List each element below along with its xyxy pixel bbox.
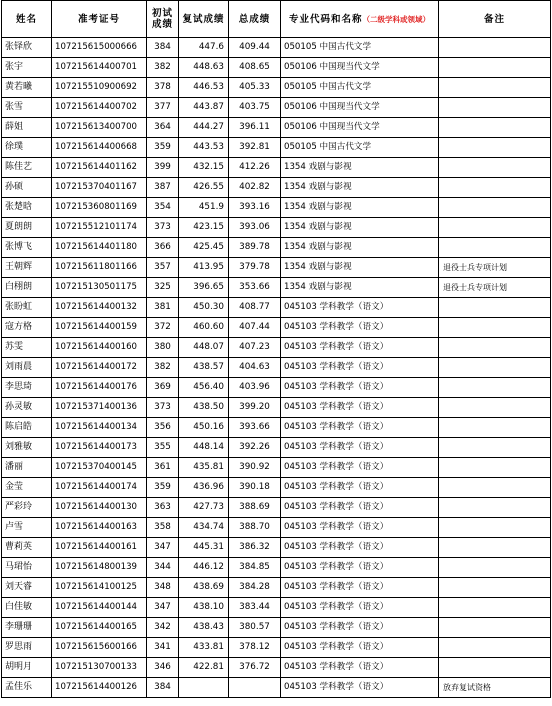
cell-initial-score: 357	[147, 258, 179, 278]
cell-retest-score	[179, 678, 229, 698]
cell-name: 苏雯	[2, 338, 52, 358]
cell-name: 李思琦	[2, 378, 52, 398]
cell-major: 045103 学科教学（语文）	[281, 678, 439, 698]
cell-remark	[439, 318, 551, 338]
cell-total-score: 390.18	[229, 478, 281, 498]
cell-remark	[439, 598, 551, 618]
cell-remark	[439, 478, 551, 498]
cell-retest-score: 438.50	[179, 398, 229, 418]
cell-initial-score: 366	[147, 238, 179, 258]
cell-retest-score: 438.69	[179, 578, 229, 598]
cell-exam-id: 107215614400701	[52, 58, 147, 78]
cell-remark	[439, 578, 551, 598]
cell-initial-score: 377	[147, 98, 179, 118]
cell-initial-score: 384	[147, 678, 179, 698]
admission-score-table	[1, 0, 551, 698]
cell-major: 050105 中国古代文学	[281, 38, 439, 58]
cell-total-score: 409.44	[229, 38, 281, 58]
table-row	[2, 298, 551, 318]
cell-exam-id: 107215614400668	[52, 138, 147, 158]
cell-retest-score: 446.53	[179, 78, 229, 98]
cell-total-score: 389.78	[229, 238, 281, 258]
header-initial-score: 初试成绩	[147, 1, 179, 38]
table-row	[2, 38, 551, 58]
cell-name: 严彩玲	[2, 498, 52, 518]
cell-retest-score: 423.15	[179, 218, 229, 238]
cell-major: 045103 学科教学（语文）	[281, 418, 439, 438]
cell-initial-score: 347	[147, 538, 179, 558]
cell-name: 陈佳艺	[2, 158, 52, 178]
cell-exam-id: 107215130501175	[52, 278, 147, 298]
table-row	[2, 418, 551, 438]
cell-total-score: 403.96	[229, 378, 281, 398]
cell-remark	[439, 358, 551, 378]
table-row	[2, 438, 551, 458]
cell-total-score: 388.70	[229, 518, 281, 538]
cell-exam-id: 107215370401167	[52, 178, 147, 198]
cell-initial-score: 363	[147, 498, 179, 518]
table-row	[2, 378, 551, 398]
cell-retest-score: 438.10	[179, 598, 229, 618]
cell-exam-id: 107215611801166	[52, 258, 147, 278]
cell-remark	[439, 98, 551, 118]
cell-name: 李珊珊	[2, 618, 52, 638]
cell-remark	[439, 638, 551, 658]
cell-name: 曹莉英	[2, 538, 52, 558]
cell-total-score: 353.66	[229, 278, 281, 298]
cell-name: 夏朗朗	[2, 218, 52, 238]
cell-name: 孙灵敏	[2, 398, 52, 418]
cell-name: 刘雅敏	[2, 438, 52, 458]
header-retest-score: 复试成绩	[179, 1, 229, 38]
cell-remark	[439, 538, 551, 558]
cell-retest-score: 438.57	[179, 358, 229, 378]
cell-retest-score: 432.15	[179, 158, 229, 178]
cell-major: 045103 学科教学（语文）	[281, 518, 439, 538]
header-name: 姓名	[2, 1, 52, 38]
table-row	[2, 238, 551, 258]
cell-major: 045103 学科教学（语文）	[281, 638, 439, 658]
cell-exam-id: 107215614400132	[52, 298, 147, 318]
cell-major: 045103 学科教学（语文）	[281, 438, 439, 458]
cell-exam-id: 107215615000666	[52, 38, 147, 58]
cell-remark	[439, 58, 551, 78]
cell-remark	[439, 418, 551, 438]
cell-remark	[439, 118, 551, 138]
table-row	[2, 358, 551, 378]
cell-retest-score: 444.27	[179, 118, 229, 138]
cell-retest-score: 425.45	[179, 238, 229, 258]
cell-retest-score: 447.6	[179, 38, 229, 58]
cell-remark	[439, 498, 551, 518]
cell-total-score: 392.26	[229, 438, 281, 458]
cell-exam-id: 107215614800139	[52, 558, 147, 578]
cell-initial-score: 369	[147, 378, 179, 398]
cell-major: 045103 学科教学（语文）	[281, 598, 439, 618]
cell-name: 刘雨晨	[2, 358, 52, 378]
cell-total-score: 408.77	[229, 298, 281, 318]
table-row	[2, 518, 551, 538]
cell-remark: 退役士兵专项计划	[439, 258, 551, 278]
cell-name: 张楚晗	[2, 198, 52, 218]
cell-exam-id: 107215614401180	[52, 238, 147, 258]
cell-major: 045103 学科教学（语文）	[281, 398, 439, 418]
cell-total-score	[229, 678, 281, 698]
cell-major: 045103 学科教学（语文）	[281, 558, 439, 578]
cell-exam-id: 107215613400700	[52, 118, 147, 138]
table-row	[2, 538, 551, 558]
cell-remark	[439, 338, 551, 358]
cell-major: 050106 中国现当代文学	[281, 98, 439, 118]
cell-remark	[439, 198, 551, 218]
cell-initial-score: 372	[147, 318, 179, 338]
cell-exam-id: 107215512101174	[52, 218, 147, 238]
table-row	[2, 558, 551, 578]
cell-name: 孟佳乐	[2, 678, 52, 698]
cell-exam-id: 107215614400134	[52, 418, 147, 438]
cell-name: 陈启皓	[2, 418, 52, 438]
table-row	[2, 258, 551, 278]
cell-initial-score: 355	[147, 438, 179, 458]
table-row	[2, 78, 551, 98]
table-row	[2, 638, 551, 658]
cell-name: 徐璞	[2, 138, 52, 158]
cell-exam-id: 107215614400165	[52, 618, 147, 638]
cell-total-score: 405.33	[229, 78, 281, 98]
cell-name: 张铎欣	[2, 38, 52, 58]
cell-retest-score: 446.12	[179, 558, 229, 578]
cell-retest-score: 413.95	[179, 258, 229, 278]
table-row	[2, 178, 551, 198]
header-exam-id: 准考证号	[52, 1, 147, 38]
cell-exam-id: 107215614400174	[52, 478, 147, 498]
cell-retest-score: 448.63	[179, 58, 229, 78]
cell-name: 胡明月	[2, 658, 52, 678]
cell-exam-id: 107215614401162	[52, 158, 147, 178]
cell-retest-score: 433.81	[179, 638, 229, 658]
table-row	[2, 578, 551, 598]
cell-major: 045103 学科教学（语文）	[281, 378, 439, 398]
table-row	[2, 98, 551, 118]
cell-total-score: 412.26	[229, 158, 281, 178]
table-row	[2, 458, 551, 478]
cell-remark	[439, 518, 551, 538]
cell-retest-score: 396.65	[179, 278, 229, 298]
table-row	[2, 598, 551, 618]
cell-remark	[439, 618, 551, 638]
cell-major: 050105 中国古代文学	[281, 78, 439, 98]
table-row	[2, 158, 551, 178]
cell-major: 045103 学科教学（语文）	[281, 338, 439, 358]
cell-major: 1354 戏剧与影视	[281, 258, 439, 278]
cell-major: 045103 学科教学（语文）	[281, 458, 439, 478]
cell-major: 050106 中国现当代文学	[281, 118, 439, 138]
cell-total-score: 383.44	[229, 598, 281, 618]
header-major-label: 专业代码和名称	[288, 13, 363, 25]
cell-name: 张雪	[2, 98, 52, 118]
cell-initial-score: 361	[147, 458, 179, 478]
cell-remark	[439, 238, 551, 258]
cell-initial-score: 358	[147, 518, 179, 538]
cell-name: 孙硕	[2, 178, 52, 198]
cell-name: 马珺怡	[2, 558, 52, 578]
cell-remark: 退役士兵专项计划	[439, 278, 551, 298]
cell-major: 045103 学科教学（语文）	[281, 498, 439, 518]
table-row	[2, 658, 551, 678]
cell-total-score: 407.23	[229, 338, 281, 358]
cell-total-score: 376.72	[229, 658, 281, 678]
header-row	[2, 1, 551, 38]
cell-total-score: 380.57	[229, 618, 281, 638]
cell-name: 薛姐	[2, 118, 52, 138]
cell-major: 045103 学科教学（语文）	[281, 478, 439, 498]
cell-initial-score: 373	[147, 218, 179, 238]
cell-remark	[439, 78, 551, 98]
cell-total-score: 404.63	[229, 358, 281, 378]
cell-initial-score: 356	[147, 418, 179, 438]
cell-total-score: 396.11	[229, 118, 281, 138]
cell-remark	[439, 218, 551, 238]
cell-initial-score: 364	[147, 118, 179, 138]
cell-remark	[439, 178, 551, 198]
table-row	[2, 498, 551, 518]
cell-retest-score: 450.30	[179, 298, 229, 318]
cell-name: 张盼虹	[2, 298, 52, 318]
cell-total-score: 393.16	[229, 198, 281, 218]
cell-remark	[439, 398, 551, 418]
cell-major: 045103 学科教学（语文）	[281, 658, 439, 678]
cell-retest-score: 445.31	[179, 538, 229, 558]
header-remark: 备注	[439, 1, 551, 38]
table-row	[2, 678, 551, 698]
cell-name: 卢雪	[2, 518, 52, 538]
cell-total-score: 393.06	[229, 218, 281, 238]
cell-initial-score: 342	[147, 618, 179, 638]
cell-initial-score: 380	[147, 338, 179, 358]
cell-remark	[439, 38, 551, 58]
cell-exam-id: 107215371400136	[52, 398, 147, 418]
cell-retest-score: 451.9	[179, 198, 229, 218]
cell-exam-id: 107215614400172	[52, 358, 147, 378]
cell-major: 1354 戏剧与影视	[281, 198, 439, 218]
cell-total-score: 384.28	[229, 578, 281, 598]
cell-exam-id: 107215614400130	[52, 498, 147, 518]
table-row	[2, 338, 551, 358]
cell-exam-id: 107215614400702	[52, 98, 147, 118]
cell-remark	[439, 658, 551, 678]
cell-retest-score: 450.16	[179, 418, 229, 438]
cell-remark	[439, 298, 551, 318]
header-total-score: 总成绩	[229, 1, 281, 38]
cell-retest-score: 443.53	[179, 138, 229, 158]
table-row	[2, 278, 551, 298]
cell-total-score: 388.69	[229, 498, 281, 518]
cell-name: 刘天睿	[2, 578, 52, 598]
table-row	[2, 398, 551, 418]
cell-retest-score: 456.40	[179, 378, 229, 398]
cell-exam-id: 107215614100125	[52, 578, 147, 598]
cell-major: 1354 戏剧与影视	[281, 278, 439, 298]
cell-initial-score: 387	[147, 178, 179, 198]
cell-initial-score: 359	[147, 138, 179, 158]
cell-major: 050105 中国古代文学	[281, 138, 439, 158]
cell-retest-score: 448.14	[179, 438, 229, 458]
cell-major: 1354 戏剧与影视	[281, 238, 439, 258]
cell-exam-id: 107215614400160	[52, 338, 147, 358]
cell-major: 1354 戏剧与影视	[281, 158, 439, 178]
cell-retest-score: 443.87	[179, 98, 229, 118]
cell-remark: 放弃复试资格	[439, 678, 551, 698]
cell-total-score: 408.65	[229, 58, 281, 78]
cell-exam-id: 107215130700133	[52, 658, 147, 678]
cell-remark	[439, 158, 551, 178]
cell-total-score: 399.20	[229, 398, 281, 418]
cell-total-score: 403.75	[229, 98, 281, 118]
cell-name: 寇方格	[2, 318, 52, 338]
cell-exam-id: 107215614400173	[52, 438, 147, 458]
cell-name: 白佳敏	[2, 598, 52, 618]
cell-initial-score: 325	[147, 278, 179, 298]
cell-retest-score: 434.74	[179, 518, 229, 538]
cell-total-score: 379.78	[229, 258, 281, 278]
cell-name: 黄若曦	[2, 78, 52, 98]
cell-major: 045103 学科教学（语文）	[281, 578, 439, 598]
cell-total-score: 384.85	[229, 558, 281, 578]
cell-total-score: 386.32	[229, 538, 281, 558]
table-row	[2, 58, 551, 78]
table-body	[2, 38, 551, 698]
cell-remark	[439, 458, 551, 478]
cell-remark	[439, 378, 551, 398]
cell-exam-id: 107215615600166	[52, 638, 147, 658]
cell-initial-score: 354	[147, 198, 179, 218]
cell-major: 045103 学科教学（语文）	[281, 618, 439, 638]
cell-total-score: 407.44	[229, 318, 281, 338]
cell-remark	[439, 558, 551, 578]
cell-initial-score: 347	[147, 598, 179, 618]
cell-name: 金莹	[2, 478, 52, 498]
cell-retest-score: 448.07	[179, 338, 229, 358]
cell-major: 045103 学科教学（语文）	[281, 298, 439, 318]
cell-remark	[439, 138, 551, 158]
table-row	[2, 218, 551, 238]
cell-retest-score: 422.81	[179, 658, 229, 678]
cell-initial-score: 382	[147, 358, 179, 378]
cell-exam-id: 107215614400161	[52, 538, 147, 558]
cell-name: 罗思雨	[2, 638, 52, 658]
cell-initial-score: 382	[147, 58, 179, 78]
cell-name: 白栩朗	[2, 278, 52, 298]
cell-exam-id: 107215614400176	[52, 378, 147, 398]
cell-retest-score: 436.96	[179, 478, 229, 498]
cell-remark	[439, 438, 551, 458]
cell-retest-score: 427.73	[179, 498, 229, 518]
cell-exam-id: 107215614400126	[52, 678, 147, 698]
cell-initial-score: 348	[147, 578, 179, 598]
cell-major: 045103 学科教学（语文）	[281, 318, 439, 338]
cell-total-score: 393.66	[229, 418, 281, 438]
cell-exam-id: 107215614400159	[52, 318, 147, 338]
cell-exam-id: 107215370400145	[52, 458, 147, 478]
table-row	[2, 618, 551, 638]
table-row	[2, 138, 551, 158]
cell-total-score: 390.92	[229, 458, 281, 478]
cell-major: 045103 学科教学（语文）	[281, 538, 439, 558]
cell-major: 050106 中国现当代文学	[281, 58, 439, 78]
cell-initial-score: 384	[147, 38, 179, 58]
cell-name: 张宇	[2, 58, 52, 78]
cell-name: 潘丽	[2, 458, 52, 478]
cell-exam-id: 107215360801169	[52, 198, 147, 218]
cell-total-score: 392.81	[229, 138, 281, 158]
cell-total-score: 378.12	[229, 638, 281, 658]
header-major	[281, 1, 439, 38]
header-major-note: （二级学科或领域）	[362, 14, 430, 24]
cell-initial-score: 346	[147, 658, 179, 678]
cell-exam-id: 107215614400144	[52, 598, 147, 618]
table-row	[2, 198, 551, 218]
cell-retest-score: 438.43	[179, 618, 229, 638]
cell-initial-score: 341	[147, 638, 179, 658]
cell-exam-id: 107215614400163	[52, 518, 147, 538]
cell-initial-score: 359	[147, 478, 179, 498]
table-row	[2, 478, 551, 498]
table-row	[2, 318, 551, 338]
cell-major: 1354 戏剧与影视	[281, 218, 439, 238]
cell-name: 张博飞	[2, 238, 52, 258]
cell-retest-score: 435.81	[179, 458, 229, 478]
cell-exam-id: 107215510900692	[52, 78, 147, 98]
cell-total-score: 402.82	[229, 178, 281, 198]
cell-initial-score: 399	[147, 158, 179, 178]
cell-major: 045103 学科教学（语文）	[281, 358, 439, 378]
cell-name: 王朝辉	[2, 258, 52, 278]
cell-initial-score: 344	[147, 558, 179, 578]
cell-retest-score: 460.60	[179, 318, 229, 338]
cell-retest-score: 426.55	[179, 178, 229, 198]
cell-major: 1354 戏剧与影视	[281, 178, 439, 198]
table-row	[2, 118, 551, 138]
cell-initial-score: 373	[147, 398, 179, 418]
cell-initial-score: 381	[147, 298, 179, 318]
cell-initial-score: 378	[147, 78, 179, 98]
